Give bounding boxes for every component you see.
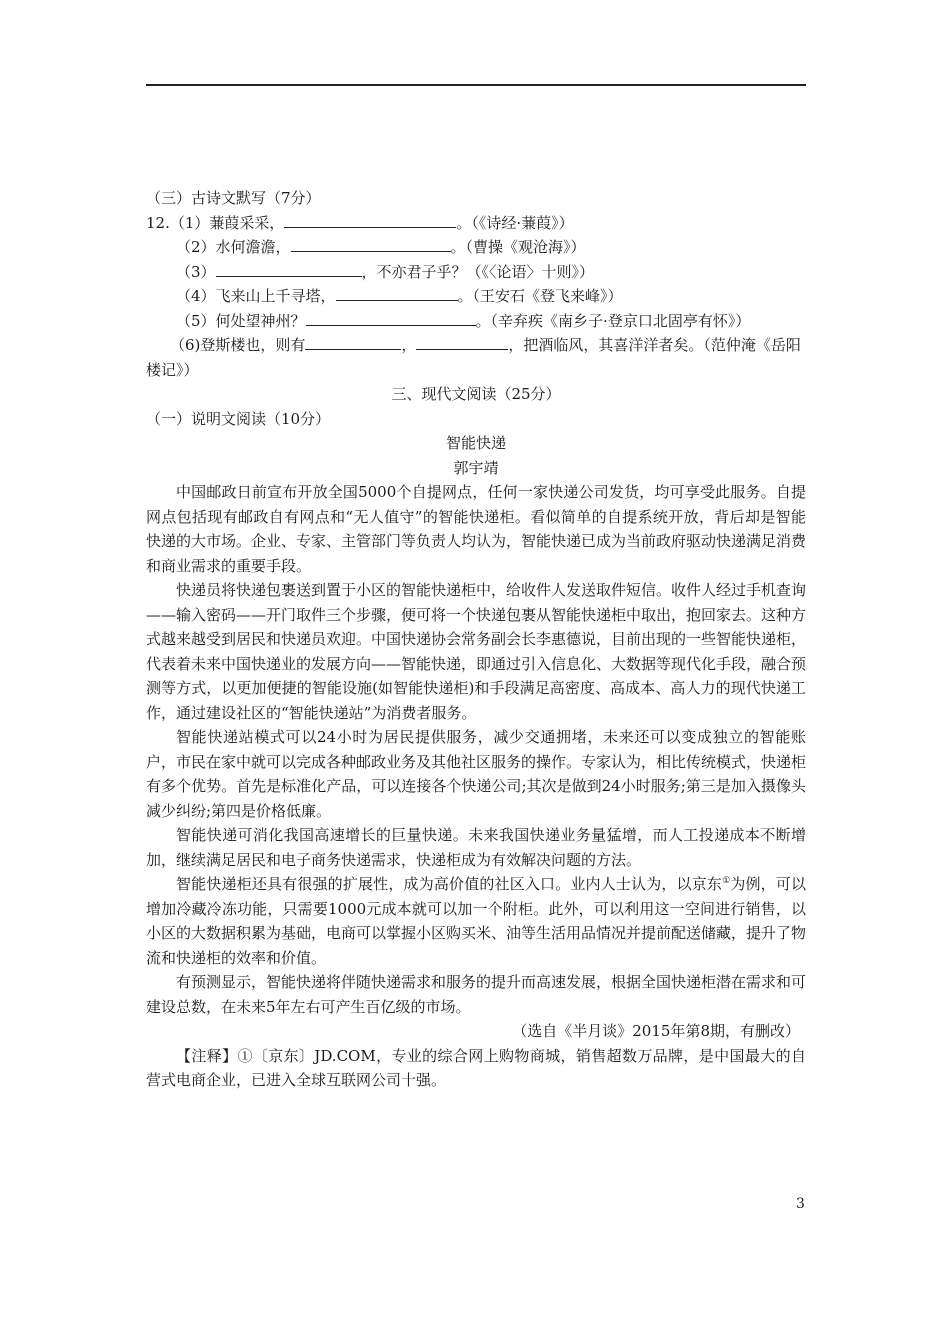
q12-item-5: （5）何处望神州？ 。（辛弃疾《南乡子·登京口北固亭有怀》）: [146, 309, 806, 334]
paragraph-1: 中国邮政日前宣布开放全国5000个自提网点，任何一家快递公司发货，均可享受此服务。自提网点包括现有邮政自有网点和“无人值守”的智能快递柜。看似简单的自提系统开放，背后却是智能快递的大市场。企业、专家、主管部门等负责人均认为，智能快递已成为当前政府驱动快递满足消费和商业需求的重要手段。: [146, 483, 807, 575]
document-body: [146, 186, 806, 1093]
answer-blank[interactable]: [291, 235, 451, 252]
q12-item-4: （4）飞来山上千寻塔， 。（王安石《登飞来峰》）: [146, 284, 806, 309]
article-author: 郭宇靖: [453, 458, 499, 477]
answer-blank[interactable]: [336, 284, 458, 301]
paragraph-2: 快递员将快递包裹送到置于小区的智能快递柜中，给收件人发送取件短信。收件人经过手机查询——输入密码——开门取件三个步骤，便可将一个快递包裹从智能快递柜中取出，抱回家去。这种方式越来越受到居民和快递员欢迎。中国快递协会常务副会长李惠德说，目前出现的一些智能快递柜，代表着未来中国快递业的发展方向——智能快递，即通过引入信息化、大数据等现代化手段，融合预测等方式，以更加便捷的智能设施(如智能快递柜)和手段满足高密度、高成本、高人力的现代快递工作，通过建设社区的“智能快递站”为消费者服务。: [146, 581, 807, 722]
q12-item-6-cont: 楼记》）: [146, 360, 199, 379]
paragraph-4: 智能快递可消化我国高速增长的巨量快递。未来我国快递业务量猛增，而人工投递成本不断增加，继续满足居民和电子商务快递需求，快递柜成为有效解决问题的方法。: [146, 826, 806, 869]
page-number: 3: [796, 1196, 805, 1212]
paragraph-3: 智能快递站模式可以24小时为居民提供服务，减少交通拥堵，未来还可以变成独立的智能账户，市民在家中就可以完成各种邮政业务及其他社区服务的操作。专家认为，相比传统模式，快递柜有多个优势。首先是标准化产品，可以连接各个快递公司;其次是做到24小时服务;第三是加入摄像头减少纠纷;第四是价格低廉。: [146, 728, 807, 820]
article-title: 智能快递: [445, 434, 506, 452]
section-heading: （三）古诗文默写（7分）: [146, 189, 321, 207]
paragraph-5: 智能快递柜还具有很强的扩展性，成为高价值的社区入口。业内人士认为，以京东①为例，可以增加冷藏冷冻功能，只需要1000元成本就可以加一个附柜。此外，可以利用这一空间进行销售，以小区的大数据积累为基础，电商可以掌握小区购买米、油等生活用品情况并提前配送储藏，提升了物流和快递柜的效率和价值。: [146, 875, 807, 967]
answer-blank[interactable]: [216, 260, 362, 277]
answer-blank[interactable]: [306, 309, 476, 326]
answer-blank[interactable]: [305, 333, 401, 350]
answer-blank[interactable]: [284, 211, 456, 228]
part3-subsection: （一）说明文阅读（10分）: [146, 409, 331, 428]
q12-item-3: （3） ，不亦君子乎？（《〈论语〉十则》）: [146, 260, 806, 285]
footnote: 【注释】①〔京东〕JD.COM，专业的综合网上购物商城，销售超数万品牌，是中国最大的自营式电商企业，已进入全球互联网公司十强。: [146, 1046, 806, 1089]
q12-item-1: 12.（1）蒹葭采采， 。（《诗经·蒹葭》）: [146, 211, 806, 236]
footnote-marker: ①: [722, 876, 731, 886]
answer-blank[interactable]: [416, 333, 508, 350]
q12-number: 12.: [146, 213, 170, 232]
q12-item-2: （2）水何澹澹， 。（曹操《观沧海》）: [146, 235, 806, 260]
part3-title: 三、现代文阅读（25分）: [391, 385, 561, 403]
paragraph-6: 有预测显示，智能快递将伴随快递需求和服务的提升而高速发展，根据全国快递柜潜在需求和可建设总数，在未来5年左右可产生百亿级的市场。: [146, 973, 807, 1016]
q12-item-6: （6)登斯楼也，则有 ， ，把酒临风，其喜洋洋者矣。（范仲淹《岳阳: [146, 333, 806, 358]
source-citation: （选自《半月谈》2015年第8期，有删改）: [512, 1022, 800, 1040]
header-rule: [146, 84, 806, 86]
